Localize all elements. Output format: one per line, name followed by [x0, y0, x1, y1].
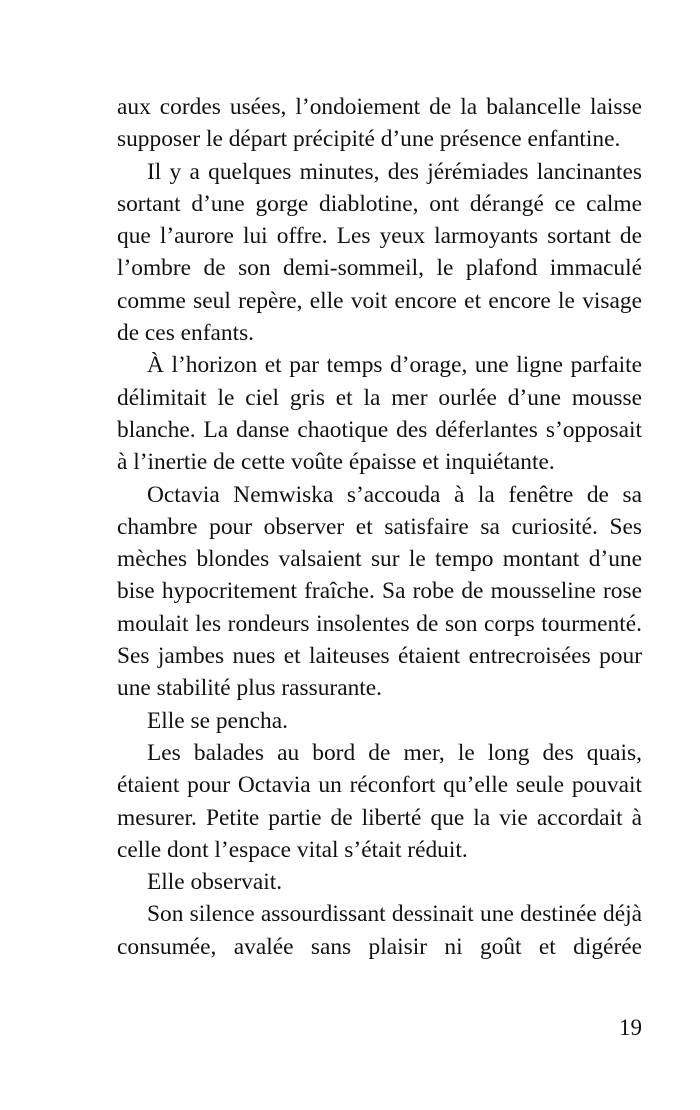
- page-number: 19: [619, 1015, 642, 1040]
- body-text: [117, 91, 642, 963]
- paragraph: Octavia Nemwiska s’accouda à la fenêtre de sa chambre pour observer et satisfaire sa curiosité. Ses mèches blondes valsaient sur le tempo montant d’une bise hypocritement fraîche. Sa robe de mousseline rose moulait les rondeurs insolentes de son corps tourmenté. Ses jambes nues et laiteuses étaient entrecroisées pour une stabilité plus rassurante.: [117, 481, 642, 702]
- paragraph: Elle se pencha.: [147, 707, 288, 734]
- paragraph: aux cordes usées, l’ondoiement de la balancelle laisse supposer le départ précipité d’une présence enfantine.: [117, 94, 642, 153]
- paragraph: Il y a quelques minutes, des jérémiades lancinantes sortant d’une gorge diablotine, ont dérangé ce calme que l’aurore lui offre. Les yeux larmoyants sortant de l’ombre de son demi-sommeil, le plafond immaculé comme seul repère, elle voit encore et encore le visage de ces enfants.: [117, 158, 642, 347]
- paragraph: Elle observait.: [147, 869, 283, 896]
- paragraph: Les balades au bord de mer, le long des quais, étaient pour Octavia un réconfort qu’elle seule pouvait mesurer. Petite partie de liberté que la vie accordait à celle dont l’espace vital s’était réduit.: [117, 739, 642, 863]
- paragraph: À l’horizon et par temps d’orage, une ligne parfaite délimitait le ciel gris et la mer ourlée d’une mousse blanche. La danse chaotique des déferlantes s’opposait à l’inertie de cette voûte épaisse et inquiétante.: [117, 352, 642, 476]
- paragraph: Son silence assourdissant dessinait une destinée déjà consumée, avalée sans plaisir ni goût et digérée: [117, 901, 642, 960]
